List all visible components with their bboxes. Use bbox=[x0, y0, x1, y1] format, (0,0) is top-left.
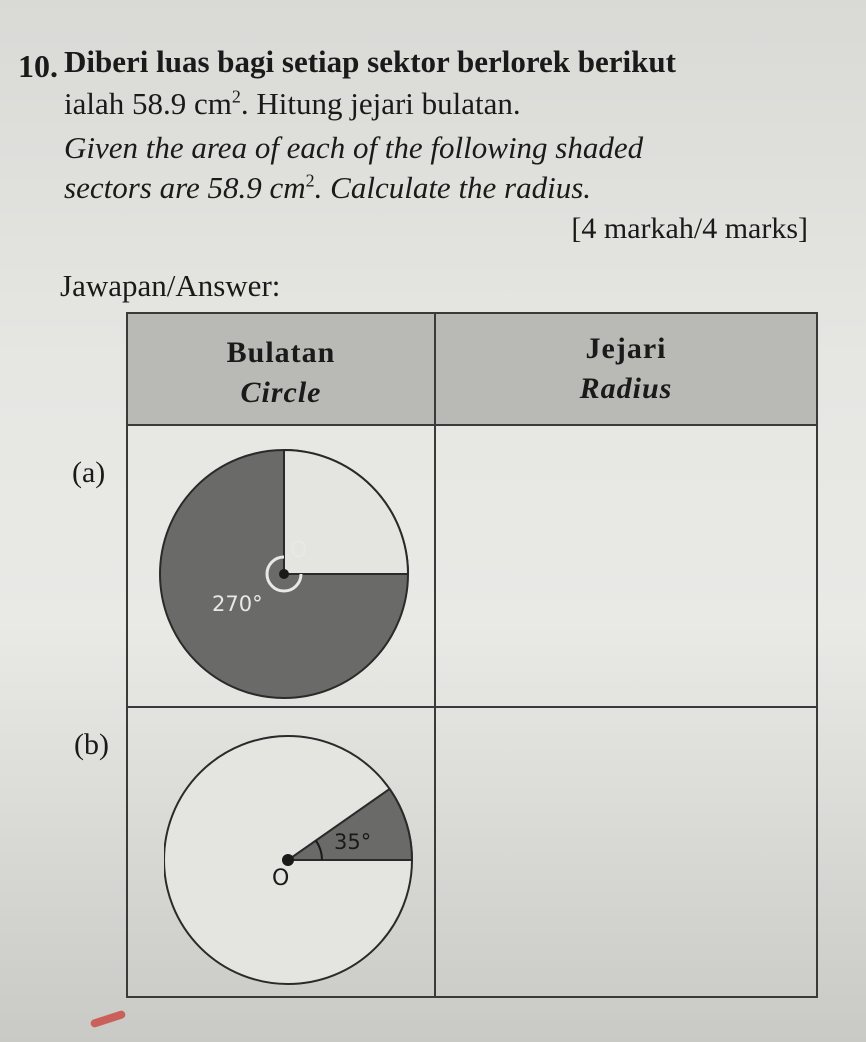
radius-answer-cell-b[interactable] bbox=[438, 710, 816, 996]
superscript-2: 2 bbox=[231, 86, 241, 107]
table-column-divider bbox=[434, 314, 436, 996]
header-circle-english: Circle bbox=[240, 376, 322, 409]
circle-figure-a bbox=[158, 442, 418, 702]
question-english-line2 bbox=[64, 170, 591, 206]
question-malay-line1-text: Diberi luas bagi setiap sektor berlorek berikut bbox=[64, 44, 676, 79]
table-row-divider bbox=[128, 706, 816, 708]
question-malay-line1 bbox=[64, 44, 676, 80]
header-radius-english: Radius bbox=[579, 372, 673, 405]
marks-label: [4 markah/4 marks] bbox=[571, 212, 808, 245]
question-malay-line2 bbox=[64, 86, 521, 122]
radius-answer-cell-a[interactable] bbox=[438, 426, 816, 704]
circle-b-center-point bbox=[282, 854, 294, 866]
header-circle-malay: Bulatan bbox=[226, 336, 336, 369]
red-pen-mark bbox=[90, 1010, 127, 1029]
header-circle bbox=[128, 336, 434, 410]
answer-table bbox=[126, 312, 818, 998]
question-malay-line2-prefix: ialah 58.9 cm bbox=[64, 86, 232, 121]
circle-b-angle-label: 35° bbox=[334, 830, 372, 854]
header-radius-malay: Jejari bbox=[585, 332, 667, 365]
answer-label: Jawapan/Answer: bbox=[60, 268, 281, 303]
circle-a-center-point bbox=[279, 569, 289, 579]
circle-b-center-label: O bbox=[272, 866, 290, 891]
header-radius bbox=[436, 332, 816, 406]
circle-a-angle-label: 270° bbox=[212, 592, 263, 616]
row-label-a: (a) bbox=[72, 456, 106, 489]
row-label-b: (b) bbox=[74, 728, 109, 761]
superscript-2b: 2 bbox=[305, 170, 315, 191]
question-number: 10. bbox=[18, 48, 58, 84]
question-english-line1 bbox=[64, 130, 643, 166]
question-malay-line2-suffix: . Hitung jejari bulatan. bbox=[240, 86, 521, 121]
circle-figure-b bbox=[164, 730, 424, 990]
question-english-line2-suffix: . Calculate the radius. bbox=[314, 170, 592, 205]
circle-a-center-label: O bbox=[290, 538, 308, 563]
question-english-line2-prefix: sectors are 58.9 cm bbox=[64, 170, 306, 205]
question-english-line1-text: Given the area of each of the following shaded bbox=[64, 130, 644, 165]
